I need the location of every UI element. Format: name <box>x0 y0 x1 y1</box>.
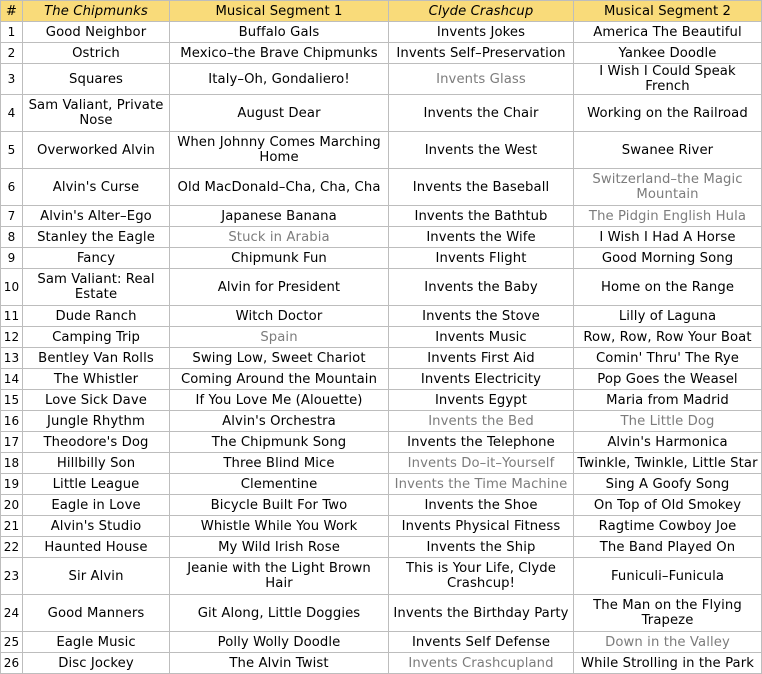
musical-segment-1-cell: Japanese Banana <box>170 206 389 227</box>
episode-number-cell: 12 <box>1 327 23 348</box>
episode-number-cell: 9 <box>1 248 23 269</box>
chipmunks-episode-cell: Good Neighbor <box>23 22 170 43</box>
table-row <box>1 169 762 206</box>
clyde-crashcup-episode-cell: Invents the Baseball <box>389 169 574 206</box>
episode-number-cell: 24 <box>1 595 23 632</box>
chipmunks-episode-cell: Overworked Alvin <box>23 132 170 169</box>
musical-segment-1-cell: Git Along, Little Doggies <box>170 595 389 632</box>
episode-number-cell: 18 <box>1 453 23 474</box>
header-musical-segment-1: Musical Segment 1 <box>170 1 389 22</box>
episode-number-cell: 23 <box>1 558 23 595</box>
header-row <box>1 1 762 22</box>
musical-segment-2-cell: On Top of Old Smokey <box>574 495 762 516</box>
episode-number-cell: 15 <box>1 390 23 411</box>
musical-segment-2-cell: I Wish I Could Speak French <box>574 64 762 95</box>
musical-segment-2-cell: The Band Played On <box>574 537 762 558</box>
musical-segment-2-cell: Swanee River <box>574 132 762 169</box>
header-the-chipmunks: The Chipmunks <box>23 1 170 22</box>
clyde-crashcup-episode-cell: Invents the Chair <box>389 95 574 132</box>
episode-number-cell: 25 <box>1 632 23 653</box>
chipmunks-episode-cell: Sam Valiant: Real Estate <box>23 269 170 306</box>
header-number: # <box>1 1 23 22</box>
episode-number-cell: 22 <box>1 537 23 558</box>
episode-number-cell: 26 <box>1 653 23 674</box>
musical-segment-2-cell: Down in the Valley <box>574 632 762 653</box>
clyde-crashcup-episode-cell: Invents the Wife <box>389 227 574 248</box>
musical-segment-1-cell: Coming Around the Mountain <box>170 369 389 390</box>
episode-number-cell: 1 <box>1 22 23 43</box>
episode-number-cell: 7 <box>1 206 23 227</box>
clyde-crashcup-episode-cell: Invents the Time Machine <box>389 474 574 495</box>
table-row <box>1 43 762 64</box>
clyde-crashcup-episode-cell: Invents the Baby <box>389 269 574 306</box>
musical-segment-2-cell: Funiculi–Funicula <box>574 558 762 595</box>
musical-segment-2-cell: America The Beautiful <box>574 22 762 43</box>
clyde-crashcup-episode-cell: Invents the Shoe <box>389 495 574 516</box>
clyde-crashcup-episode-cell: Invents Self Defense <box>389 632 574 653</box>
episode-number-cell: 11 <box>1 306 23 327</box>
table-row <box>1 537 762 558</box>
clyde-crashcup-episode-cell: This is Your Life, Clyde Crashcup! <box>389 558 574 595</box>
chipmunks-episode-cell: Dude Ranch <box>23 306 170 327</box>
table-row <box>1 453 762 474</box>
musical-segment-2-cell: Sing A Goofy Song <box>574 474 762 495</box>
table-row <box>1 474 762 495</box>
clyde-crashcup-episode-cell: Invents Crashcupland <box>389 653 574 674</box>
musical-segment-2-cell: The Man on the Flying Trapeze <box>574 595 762 632</box>
clyde-crashcup-episode-cell: Invents Do–it–Yourself <box>389 453 574 474</box>
table-row <box>1 369 762 390</box>
musical-segment-2-cell: Twinkle, Twinkle, Little Star <box>574 453 762 474</box>
table-row <box>1 306 762 327</box>
clyde-crashcup-episode-cell: Invents Electricity <box>389 369 574 390</box>
chipmunks-episode-cell: Jungle Rhythm <box>23 411 170 432</box>
episode-number-cell: 21 <box>1 516 23 537</box>
table-row <box>1 516 762 537</box>
clyde-crashcup-episode-cell: Invents Egypt <box>389 390 574 411</box>
musical-segment-1-cell: August Dear <box>170 95 389 132</box>
episode-number-cell: 19 <box>1 474 23 495</box>
table-row <box>1 22 762 43</box>
chipmunks-episode-cell: Alvin's Curse <box>23 169 170 206</box>
musical-segment-1-cell: Stuck in Arabia <box>170 227 389 248</box>
table-row <box>1 248 762 269</box>
clyde-crashcup-episode-cell: Invents Music <box>389 327 574 348</box>
chipmunks-episode-cell: Disc Jockey <box>23 653 170 674</box>
musical-segment-1-cell: Spain <box>170 327 389 348</box>
musical-segment-1-cell: Alvin for President <box>170 269 389 306</box>
clyde-crashcup-episode-cell: Invents Self–Preservation <box>389 43 574 64</box>
episode-number-cell: 4 <box>1 95 23 132</box>
musical-segment-2-cell: Yankee Doodle <box>574 43 762 64</box>
header-clyde-crashcup: Clyde Crashcup <box>389 1 574 22</box>
table-row <box>1 269 762 306</box>
chipmunks-episode-cell: Eagle Music <box>23 632 170 653</box>
musical-segment-1-cell: My Wild Irish Rose <box>170 537 389 558</box>
clyde-crashcup-episode-cell: Invents Flight <box>389 248 574 269</box>
chipmunks-episode-cell: Sir Alvin <box>23 558 170 595</box>
musical-segment-2-cell: Comin' Thru' The Rye <box>574 348 762 369</box>
musical-segment-1-cell: When Johnny Comes Marching Home <box>170 132 389 169</box>
musical-segment-2-cell: Pop Goes the Weasel <box>574 369 762 390</box>
chipmunks-episode-cell: Squares <box>23 64 170 95</box>
table-row <box>1 227 762 248</box>
musical-segment-1-cell: Italy–Oh, Gondaliero! <box>170 64 389 95</box>
clyde-crashcup-episode-cell: Invents the Bathtub <box>389 206 574 227</box>
musical-segment-2-cell: The Pidgin English Hula <box>574 206 762 227</box>
chipmunks-episode-cell: Alvin's Alter–Ego <box>23 206 170 227</box>
musical-segment-1-cell: Old MacDonald–Cha, Cha, Cha <box>170 169 389 206</box>
table-row <box>1 327 762 348</box>
clyde-crashcup-episode-cell: Invents the Ship <box>389 537 574 558</box>
chipmunks-episode-cell: Ostrich <box>23 43 170 64</box>
chipmunks-episode-cell: The Whistler <box>23 369 170 390</box>
chipmunks-episode-cell: Theodore's Dog <box>23 432 170 453</box>
clyde-crashcup-episode-cell: Invents First Aid <box>389 348 574 369</box>
musical-segment-2-cell: Row, Row, Row Your Boat <box>574 327 762 348</box>
episode-number-cell: 14 <box>1 369 23 390</box>
table-row <box>1 348 762 369</box>
chipmunks-episode-cell: Sam Valiant, Private Nose <box>23 95 170 132</box>
chipmunks-episode-cell: Eagle in Love <box>23 495 170 516</box>
episode-number-cell: 6 <box>1 169 23 206</box>
musical-segment-1-cell: Three Blind Mice <box>170 453 389 474</box>
musical-segment-2-cell: While Strolling in the Park <box>574 653 762 674</box>
chipmunks-episode-cell: Haunted House <box>23 537 170 558</box>
musical-segment-2-cell: I Wish I Had A Horse <box>574 227 762 248</box>
episode-number-cell: 3 <box>1 64 23 95</box>
table-row <box>1 206 762 227</box>
musical-segment-2-cell: Working on the Railroad <box>574 95 762 132</box>
episode-number-cell: 5 <box>1 132 23 169</box>
table-row <box>1 390 762 411</box>
episode-number-cell: 2 <box>1 43 23 64</box>
musical-segment-1-cell: Polly Wolly Doodle <box>170 632 389 653</box>
episode-number-cell: 13 <box>1 348 23 369</box>
musical-segment-1-cell: Swing Low, Sweet Chariot <box>170 348 389 369</box>
episode-number-cell: 8 <box>1 227 23 248</box>
chipmunks-episode-cell: Fancy <box>23 248 170 269</box>
musical-segment-1-cell: Bicycle Built For Two <box>170 495 389 516</box>
table-row <box>1 632 762 653</box>
musical-segment-1-cell: Chipmunk Fun <box>170 248 389 269</box>
table-row <box>1 595 762 632</box>
episode-number-cell: 16 <box>1 411 23 432</box>
musical-segment-1-cell: Jeanie with the Light Brown Hair <box>170 558 389 595</box>
table-row <box>1 64 762 95</box>
episode-number-cell: 17 <box>1 432 23 453</box>
clyde-crashcup-episode-cell: Invents the Bed <box>389 411 574 432</box>
musical-segment-2-cell: Alvin's Harmonica <box>574 432 762 453</box>
table-row <box>1 132 762 169</box>
musical-segment-2-cell: The Little Dog <box>574 411 762 432</box>
musical-segment-2-cell: Ragtime Cowboy Joe <box>574 516 762 537</box>
chipmunks-episode-cell: Love Sick Dave <box>23 390 170 411</box>
chipmunks-episode-cell: Stanley the Eagle <box>23 227 170 248</box>
table-row <box>1 432 762 453</box>
header-musical-segment-2: Musical Segment 2 <box>574 1 762 22</box>
musical-segment-1-cell: If You Love Me (Alouette) <box>170 390 389 411</box>
musical-segment-1-cell: Buffalo Gals <box>170 22 389 43</box>
clyde-crashcup-episode-cell: Invents the Stove <box>389 306 574 327</box>
clyde-crashcup-episode-cell: Invents the West <box>389 132 574 169</box>
table-row <box>1 411 762 432</box>
chipmunks-episode-cell: Good Manners <box>23 595 170 632</box>
musical-segment-2-cell: Maria from Madrid <box>574 390 762 411</box>
musical-segment-1-cell: Alvin's Orchestra <box>170 411 389 432</box>
clyde-crashcup-episode-cell: Invents Physical Fitness <box>389 516 574 537</box>
musical-segment-1-cell: The Alvin Twist <box>170 653 389 674</box>
musical-segment-1-cell: Witch Doctor <box>170 306 389 327</box>
table-row <box>1 495 762 516</box>
musical-segment-2-cell: Home on the Range <box>574 269 762 306</box>
musical-segment-1-cell: Clementine <box>170 474 389 495</box>
clyde-crashcup-episode-cell: Invents the Birthday Party <box>389 595 574 632</box>
clyde-crashcup-episode-cell: Invents Glass <box>389 64 574 95</box>
clyde-crashcup-episode-cell: Invents Jokes <box>389 22 574 43</box>
chipmunks-episode-cell: Alvin's Studio <box>23 516 170 537</box>
table-row <box>1 558 762 595</box>
table-row <box>1 95 762 132</box>
episode-number-cell: 20 <box>1 495 23 516</box>
table-row <box>1 653 762 674</box>
musical-segment-1-cell: Mexico–the Brave Chipmunks <box>170 43 389 64</box>
chipmunks-episode-cell: Camping Trip <box>23 327 170 348</box>
musical-segment-2-cell: Lilly of Laguna <box>574 306 762 327</box>
musical-segment-2-cell: Good Morning Song <box>574 248 762 269</box>
musical-segment-1-cell: The Chipmunk Song <box>170 432 389 453</box>
episode-number-cell: 10 <box>1 269 23 306</box>
chipmunks-episode-cell: Bentley Van Rolls <box>23 348 170 369</box>
clyde-crashcup-episode-cell: Invents the Telephone <box>389 432 574 453</box>
chipmunks-episode-cell: Little League <box>23 474 170 495</box>
musical-segment-2-cell: Switzerland–the Magic Mountain <box>574 169 762 206</box>
chipmunks-episode-cell: Hillbilly Son <box>23 453 170 474</box>
musical-segment-1-cell: Whistle While You Work <box>170 516 389 537</box>
